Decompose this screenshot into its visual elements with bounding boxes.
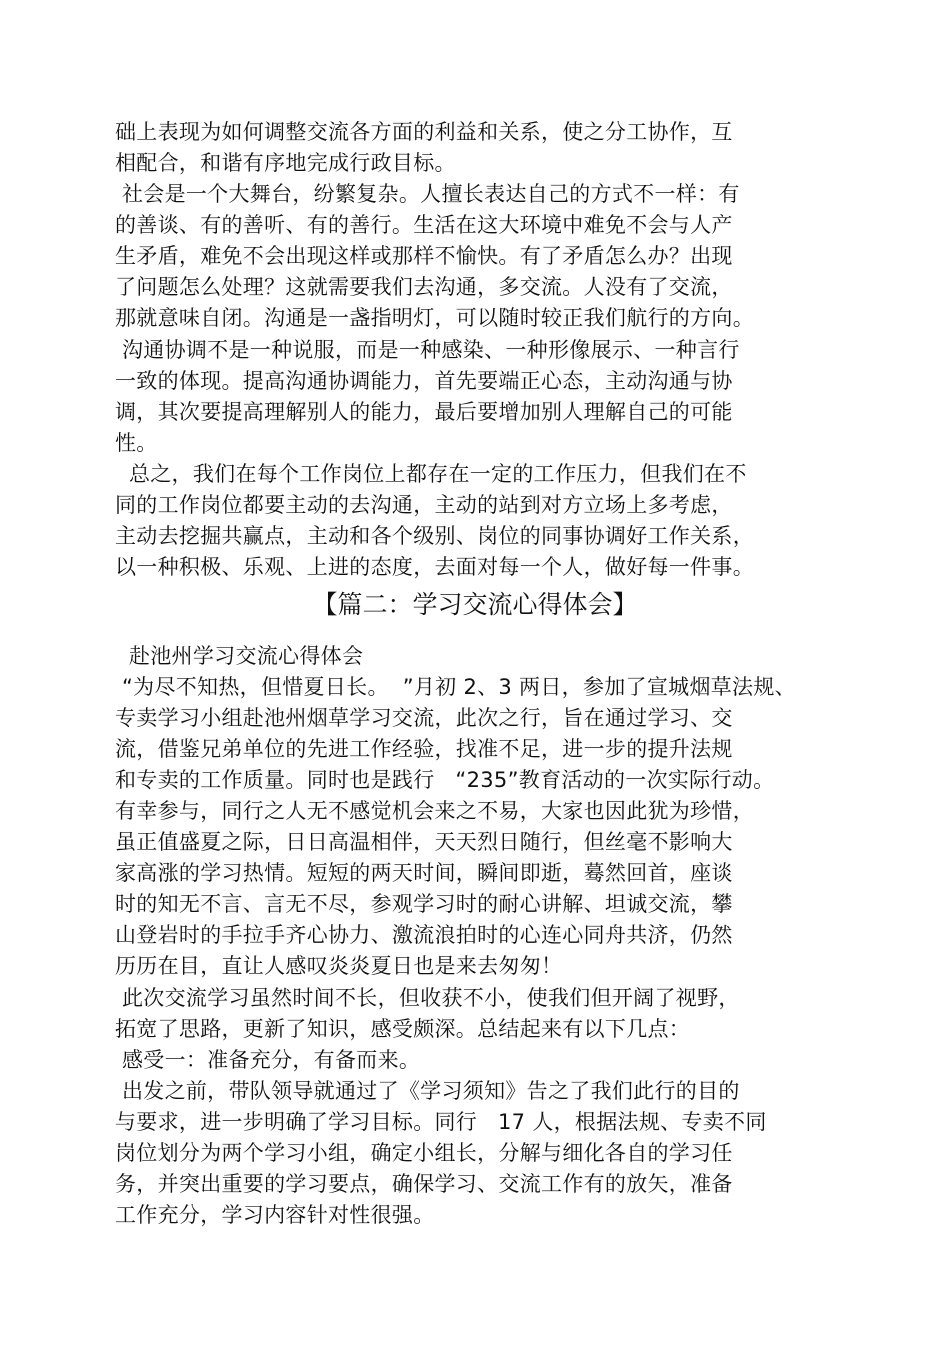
text-line: 总之，我们在每个工作岗位上都存在一定的工作压力，但我们在不 — [115, 462, 747, 486]
text-line: 时的知无不言、言无不尽，参观学习时的耐心讲解、坦诚交流，攀 — [115, 892, 733, 916]
text-line: 以一种积极、乐观、上进的态度，去面对每一个人，做好每一件事。 — [115, 555, 754, 579]
text-line: 同的工作岗位都要主动的去沟通，主动的站到对方立场上多考虑， — [115, 493, 733, 517]
text-line: 沟通协调不是一种说服，而是一种感染、一种形像展示、一种言行 — [115, 338, 740, 362]
text-line: 出发之前，带队领导就通过了《学习须知》告之了我们此行的目的 — [115, 1079, 740, 1103]
text-line: 社会是一个大舞台，纷繁复杂。人擅长表达自己的方式不一样：有 — [115, 182, 740, 206]
text-line: 主动去挖掘共赢点，主动和各个级别、岗位的同事协调好工作关系， — [115, 524, 754, 548]
text-line: 相配合，和谐有序地完成行政目标。 — [115, 151, 456, 175]
text-line: 工作充分，学习内容针对性很强。 — [115, 1203, 435, 1227]
text-line: 性。 — [115, 431, 158, 455]
text-line: 那就意味自闭。沟通是一盏指明灯，可以随时较正我们航行的方向。 — [115, 306, 754, 330]
text-line: 一致的体现。提高沟通协调能力，首先要端正心态，主动沟通与协 — [115, 369, 733, 393]
text-line: 感受一：准备充分，有备而来。 — [115, 1048, 421, 1072]
text-line: 专卖学习小组赴池州烟草学习交流，此次之行，旨在通过学习、交 — [115, 706, 733, 730]
text-line: 务，并突出重要的学习要点，确保学习、交流工作有的放矢，准备 — [115, 1172, 733, 1196]
text-line: 和专卖的工作质量。同时也是践行 “235”教育活动的一次实际行动。 — [115, 768, 775, 792]
section-heading: 【篇二：学习交流心得体会】 — [312, 590, 638, 619]
text-line: “为尽不知热，但惜夏日长。 ”月初 2、3 两日，参加了宣城烟草法规、 — [115, 675, 796, 699]
text-line: 虽正值盛夏之际，日日高温相伴，天天烈日随行，但丝毫不影响大 — [115, 830, 733, 854]
text-line: 生矛盾，难免不会出现这样或那样不愉快。有了矛盾怎么办？出现 — [115, 244, 733, 268]
text-line: 础上表现为如何调整交流各方面的利益和关系，使之分工协作，互 — [115, 120, 733, 144]
text-line: 调，其次要提高理解别人的能力，最后要增加别人理解自己的可能 — [115, 400, 733, 424]
text-line: 此次交流学习虽然时间不长，但收获不小，使我们但开阔了视野， — [115, 986, 740, 1010]
text-line: 流，借鉴兄弟单位的先进工作经验，找准不足，进一步的提升法规 — [115, 737, 733, 761]
text-line: 拓宽了思路，更新了知识，感受颇深。总结起来有以下几点： — [115, 1017, 691, 1041]
text-line: 的善谈、有的善听、有的善行。生活在这大环境中难免不会与人产 — [115, 213, 733, 237]
text-line: 家高涨的学习热情。短短的两天时间，瞬间即逝，蓦然回首，座谈 — [115, 861, 733, 885]
text-line: 有幸参与，同行之人无不感觉机会来之不易，大家也因此犹为珍惜， — [115, 799, 754, 823]
text-line: 岗位划分为两个学习小组，确定小组长，分解与细化各自的学习任 — [115, 1141, 733, 1165]
text-line: 与要求，进一步明确了学习目标。同行 17 人，根据法规、专卖不同 — [115, 1110, 767, 1134]
text-line: 历历在目，直让人感叹炎炎夏日也是来去匆匆！ — [115, 954, 563, 978]
text-line: 山登岩时的手拉手齐心协力、激流浪拍时的心连心同舟共济，仍然 — [115, 923, 733, 947]
article-title: 赴池州学习交流心得体会 — [115, 644, 364, 668]
text-line: 了问题怎么处理？这就需要我们去沟通，多交流。人没有了交流， — [115, 275, 733, 299]
